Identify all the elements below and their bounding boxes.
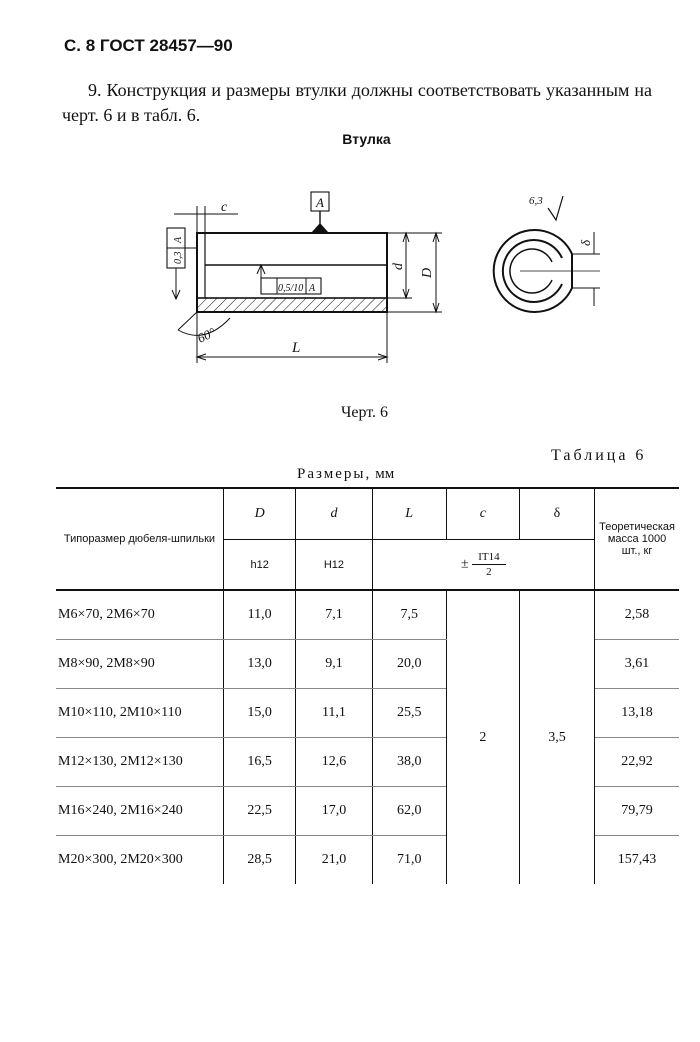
cell-D: 15,0: [224, 689, 296, 738]
col-header-size: Типоразмер дюбеля-шпильки: [56, 488, 224, 590]
cell-size: М8×90, 2М8×90: [56, 640, 224, 689]
col-header-delta: δ: [519, 488, 594, 540]
clause-9-text: 9. Конструкция и размеры втулки должны соответствовать указанным на черт. 6 и в табл. 6.: [62, 80, 652, 125]
cell-delta: 3,5: [519, 590, 594, 884]
tolerance-common: [372, 540, 595, 591]
tolerance-denominator: 2: [486, 566, 492, 578]
cell-L: 20,0: [372, 640, 446, 689]
table-subtitle: [297, 466, 394, 483]
cell-d: 21,0: [296, 836, 372, 885]
label-D: D: [420, 267, 435, 278]
cell-d: 7,1: [296, 590, 372, 640]
col-header-c: c: [446, 488, 519, 540]
cell-L: 25,5: [372, 689, 446, 738]
cell-L: 7,5: [372, 590, 446, 640]
cell-d: 9,1: [296, 640, 372, 689]
cell-mass: 22,92: [595, 738, 679, 787]
cell-D: 22,5: [224, 787, 296, 836]
table-subtitle-text: Размеры,: [297, 466, 372, 482]
cell-mass: 13,18: [595, 689, 679, 738]
tolerance-fraction: [472, 550, 505, 579]
label-datum: A: [316, 195, 324, 210]
tolerance-D: h12: [224, 540, 296, 591]
col-header-d: d: [296, 488, 372, 540]
roughness-symbol: [548, 196, 563, 220]
cell-D: 13,0: [224, 640, 296, 689]
cell-size: М10×110, 2М10×110: [56, 689, 224, 738]
cell-c: 2: [446, 590, 519, 884]
cell-L: 62,0: [372, 787, 446, 836]
cell-size: М6×70, 2М6×70: [56, 590, 224, 640]
cell-D: 11,0: [224, 590, 296, 640]
label-c: c: [221, 200, 228, 215]
col-header-L: L: [372, 488, 446, 540]
label-L: L: [292, 340, 301, 356]
figure-title: Втулка: [342, 131, 391, 147]
table-label: Таблица 6: [551, 447, 647, 464]
cell-L: 38,0: [372, 738, 446, 787]
table-unit: мм: [375, 466, 395, 482]
cell-size: М16×240, 2М16×240: [56, 787, 224, 836]
page-header: С. 8 ГОСТ 28457—90: [64, 36, 233, 55]
cell-D: 16,5: [224, 738, 296, 787]
cell-mass: 3,61: [595, 640, 679, 689]
cell-d: 17,0: [296, 787, 372, 836]
tolerance-pm: ±: [461, 556, 469, 572]
roughness-value: 6,3: [529, 195, 543, 207]
cell-L: 71,0: [372, 836, 446, 885]
cell-mass: 157,43: [595, 836, 679, 885]
label-angle: 60°: [194, 324, 218, 346]
cell-d: 12,6: [296, 738, 372, 787]
label-d: d: [391, 263, 406, 270]
cell-size: М20×300, 2М20×300: [56, 836, 224, 885]
end-view: [494, 196, 600, 312]
cell-D: 28,5: [224, 836, 296, 885]
cell-d: 11,1: [296, 689, 372, 738]
tolerance-d: H12: [296, 540, 372, 591]
dimensions-table: [56, 487, 679, 884]
label-delta: δ: [578, 239, 593, 246]
datum-triangle: [312, 224, 328, 233]
cell-mass: 2,58: [595, 590, 679, 640]
runout-tolerance: 0,3: [173, 251, 184, 264]
cell-mass: 79,79: [595, 787, 679, 836]
bushing-drawing: [0, 0, 700, 400]
table-row: [56, 590, 679, 640]
col-header-mass: Теоретическая масса 1000 шт., кг: [595, 488, 679, 590]
figure-caption: Черт. 6: [340, 404, 389, 421]
cell-size: М12×130, 2М12×130: [56, 738, 224, 787]
col-header-D: D: [224, 488, 296, 540]
tolerance-numerator: IT14: [472, 550, 505, 565]
parallelism-tolerance: 0,5/10: [278, 283, 304, 294]
runout-reference: A: [173, 236, 184, 243]
parallelism-reference: A: [309, 283, 316, 294]
